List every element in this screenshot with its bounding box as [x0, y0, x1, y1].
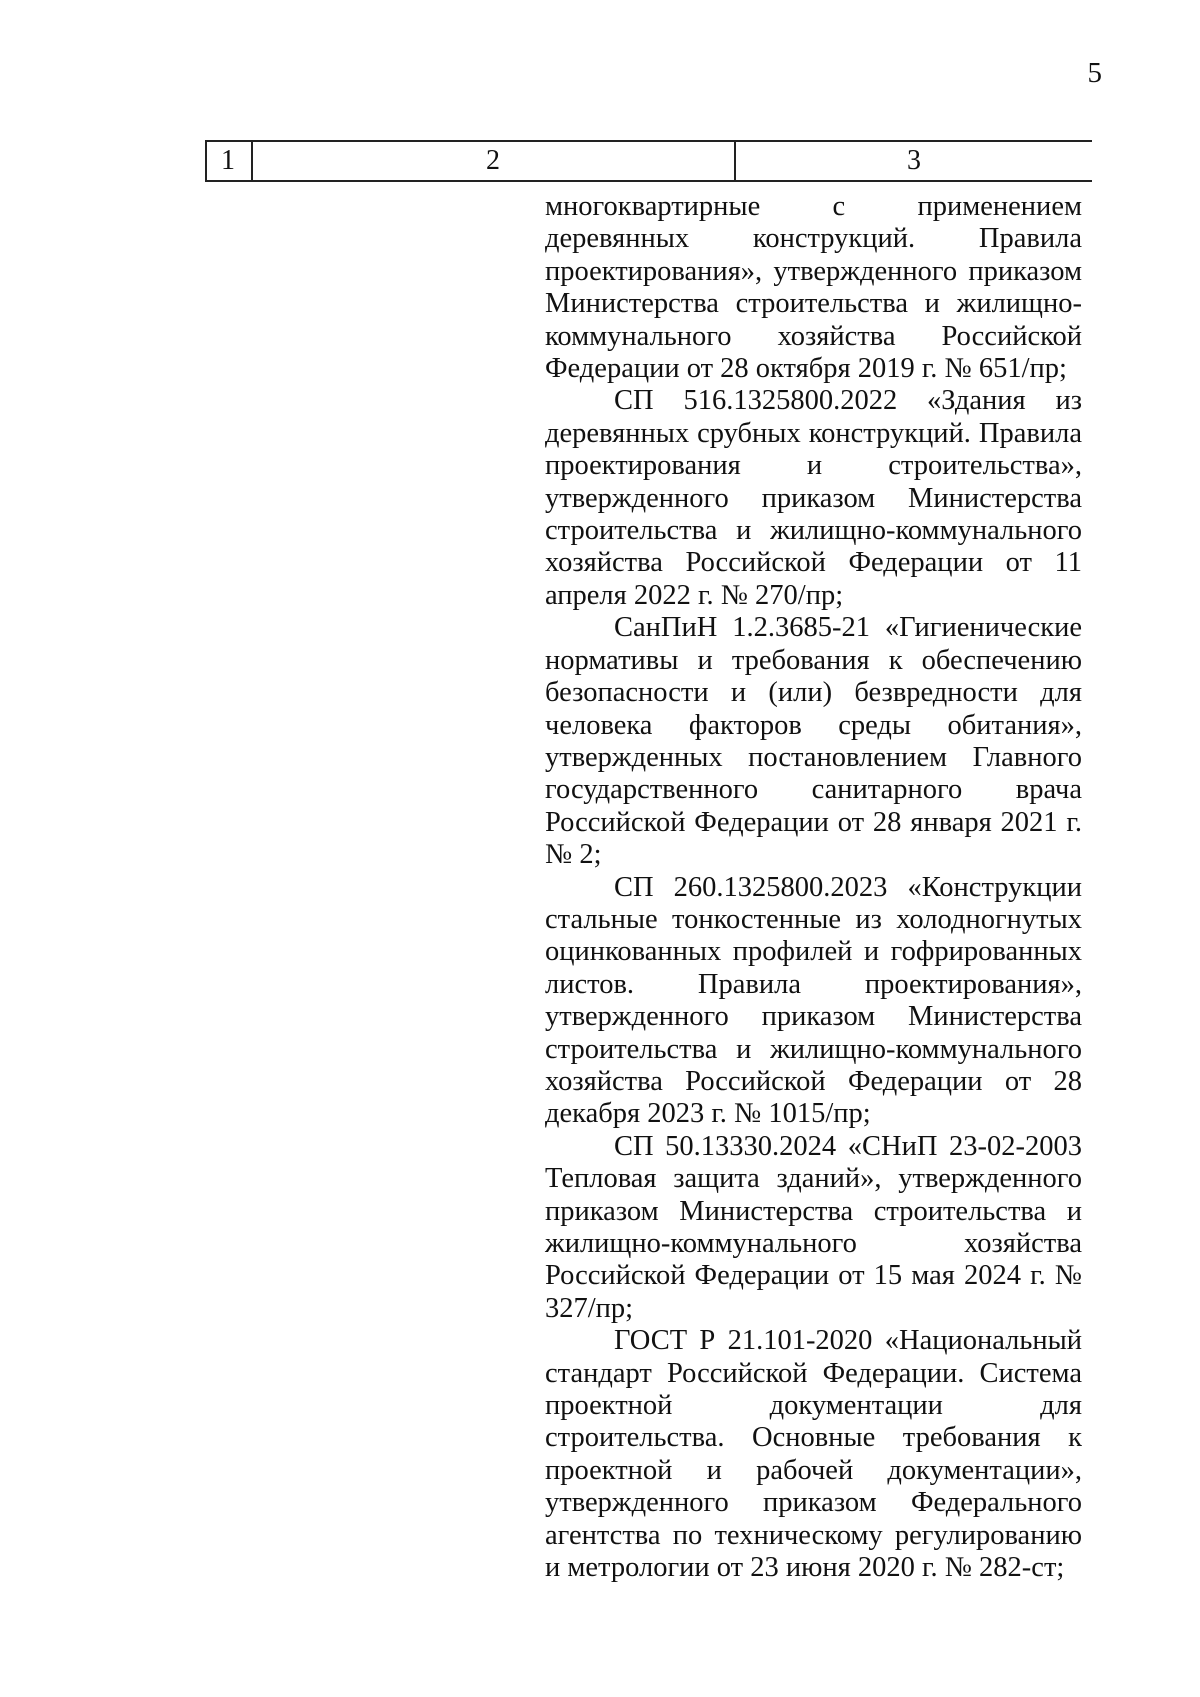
- page-number: 5: [1087, 57, 1102, 89]
- paragraph: СанПиН 1.2.3685-21 «Гигиенические нормативы и требования к обеспечению безопасности и (или) безвредности для человека факторов среды обитания», утвержденных постановлением Главного государственного санитарного врача Российской Федерации от 28 января 2021 г. № 2;: [545, 612, 1082, 871]
- table-header-row: [205, 140, 1092, 182]
- paragraph: ГОСТ Р 21.101-2020 «Национальный стандарт Российской Федерации. Система проектной документации для строительства. Основные требования к проектной и рабочей документации», утвержденного приказом Федерального агентства по техническому регулированию и метрологии от 23 июня 2020 г. № 282-ст;: [545, 1325, 1082, 1584]
- column-header-1: 1: [221, 145, 235, 176]
- column-header-3: 3: [907, 145, 921, 176]
- paragraph: СП 260.1325800.2023 «Конструкции стальные тонкостенные из холодногнутых оцинкованных профилей и гофрированных листов. Правила проектирования», утвержденного приказом Министерства строительства и жилищно-коммунального хозяйства Российской Федерации от 28 декабря 2023 г. № 1015/пр;: [545, 871, 1082, 1130]
- column-3-content: [545, 191, 1082, 1584]
- paragraph: СП 516.1325800.2022 «Здания из деревянных срубных конструкций. Правила проектирования и строительства», утвержденного приказом Министерства строительства и жилищно-коммунального хозяйства Российской Федерации от 11 апреля 2022 г. № 270/пр;: [545, 385, 1082, 611]
- column-header-2: 2: [486, 145, 500, 176]
- paragraph: СП 50.13330.2024 «СНиП 23-02-2003 Тепловая защита зданий», утвержденного приказом Министерства строительства и жилищно-коммунального хозяйства Российской Федерации от 15 мая 2024 г. № 327/пр;: [545, 1130, 1082, 1324]
- paragraph: многоквартирные с применением деревянных конструкций. Правила проектирования», утвержденного приказом Министерства строительства и жилищно-коммунального хозяйства Российской Федерации от 28 октября 2019 г. № 651/пр;: [545, 191, 1082, 385]
